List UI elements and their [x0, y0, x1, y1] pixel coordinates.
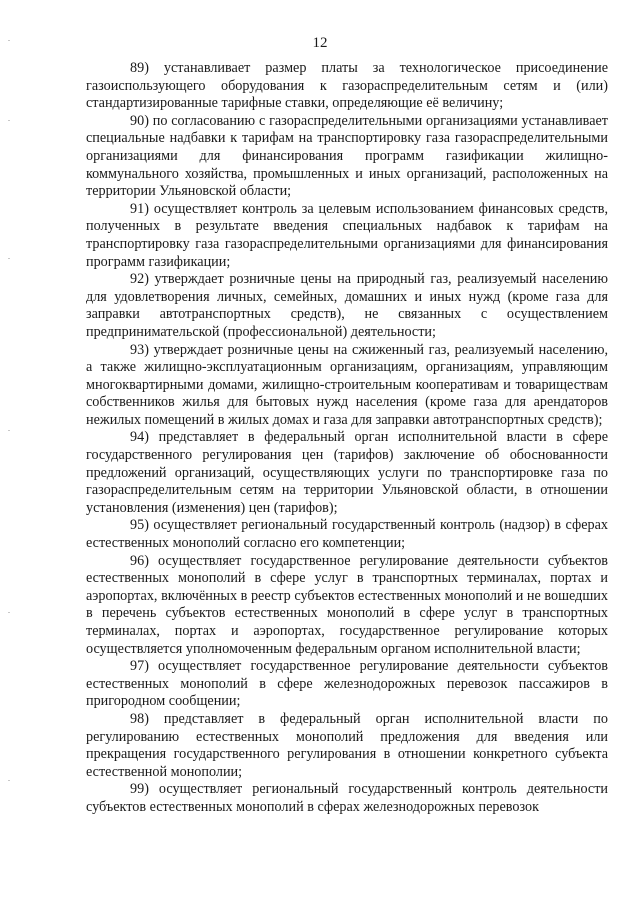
paragraph-98: 98) представляет в федеральный орган исполнительной власти по регулированию естественных монополий предложения для введения или прекращения государственного регулирования в отношении конкретного субъекта естественной монополии;	[86, 710, 608, 780]
paragraph-92: 92) утверждает розничные цены на природный газ, реализуемый населению для удовлетворения личных, семейных, домашних и иных нужд (кроме газа для заправки автотранспортных средств), не связанных с осуществлением предпринимательской (профессиональной) деятельности;	[86, 271, 608, 340]
paragraph-97: 97) осуществляет государственное регулирование деятельности субъектов естественных монополий в сфере железнодорожных перевозок пассажиров в пригородном сообщении;	[86, 658, 608, 710]
paragraph-91: 91) осуществляет контроль за целевым использованием финансовых средств, полученных в результате введения специальных надбавок к тарифам на транспортировку газа газораспределительными организациями для финансирования программ газификации;	[86, 200, 608, 270]
paragraph-89: 89) устанавливает размер платы за технологическое присоединение газоиспользующего оборудования к газораспределительным сетям и (или) стандартизированные тарифные ставки, определяющие её величину;	[86, 60, 608, 112]
page-number: 12	[312, 35, 328, 51]
margin-tick	[8, 430, 10, 431]
paragraph-96: 96) осуществляет государственное регулирование деятельности субъектов естественных монополий в сфере услуг в транспортных терминалах, портах и аэропортах, включённых в реестр субъектов естественных монополий и не вошедших в перечень субъектов естественных монополий в сфере услуг в транспортных терминалах, портах и аэропортах, государственное регулирование которых осуществляется уполномоченным федеральным органом исполнительной власти;	[86, 552, 608, 657]
margin-tick	[8, 612, 10, 613]
paragraph-99: 99) осуществляет региональный государственный контроль деятельности субъектов естественных монополий в сферах железнодорожных перевозок	[86, 781, 608, 815]
margin-tick	[8, 120, 10, 121]
document-body	[86, 60, 608, 817]
paragraph-90: 90) по согласованию с газораспределительными организациями устанавливает специальные надбавки к тарифам на транспортировку газа газораспределительными организациями для финансирования программ газификации жилищно-коммунального хозяйства, промышленных и иных организаций, расположенных на территории Ульяновской области;	[86, 112, 608, 200]
margin-tick	[8, 780, 10, 781]
binding-margin-marks	[4, 0, 14, 905]
paragraph-95: 95) осуществляет региональный государственный контроль (надзор) в сферах естественных монополий согласно его компетенции;	[86, 517, 608, 552]
margin-tick	[8, 258, 10, 259]
paragraph-94: 94) представляет в федеральный орган исполнительной власти в сфере государственного регулирования цен (тарифов) заключение об обоснованности предложений организаций, осуществляющих услуги по транспортировке газа по газораспределительным сетям на территории Ульяновской области, в отношении установления (изменения) цен (тарифов);	[86, 429, 608, 516]
paragraph-93: 93) утверждает розничные цены на сжиженный газ, реализуемый населению, а также жилищно-эксплуатационным организациям, организациям, управляющим многоквартирными домами, жилищно-строительным кооперативам и товариществам собственников жилья для бытовых нужд населения (кроме газа для арендаторов нежилых помещений в жилых домах и газа для заправки автотранспортных средств);	[86, 341, 608, 428]
